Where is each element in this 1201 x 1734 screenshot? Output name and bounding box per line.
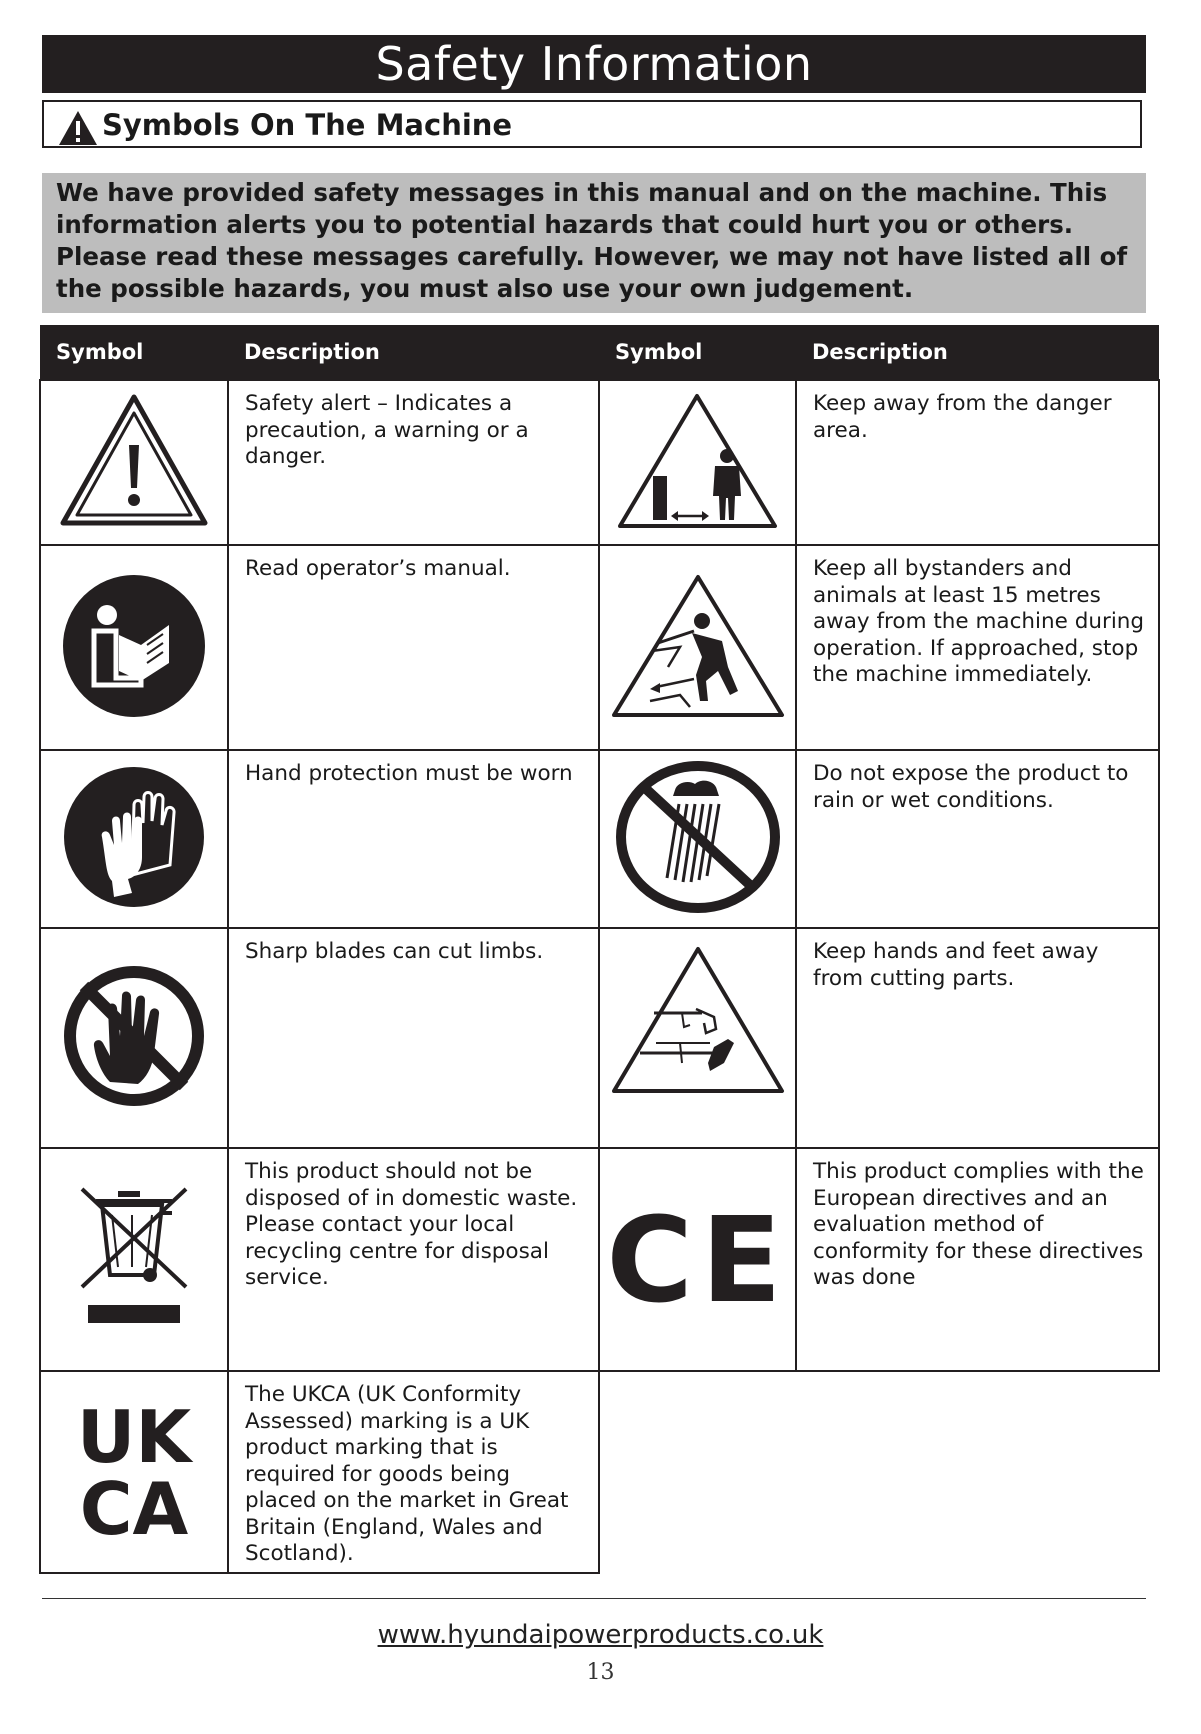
- symbol-description: The UKCA (UK Conformity Assessed) marking is a UK product marking that is required for goods being placed on the market in Great Britain (England, Wales and Scotland).: [228, 1371, 599, 1573]
- read-manual-icon: [61, 573, 207, 719]
- symbol-cell: [40, 1371, 228, 1573]
- symbol-description: Safety alert – Indicates a precaution, a warning or a danger.: [228, 380, 599, 545]
- header-symbol-1: Symbol: [40, 325, 228, 380]
- no-rain-icon: [615, 760, 781, 914]
- header-description-2: Description: [796, 325, 1159, 380]
- header-description-1: Description: [228, 325, 599, 380]
- website-link[interactable]: www.hyundaipowerproducts.co.uk: [377, 1620, 824, 1650]
- symbol-description: Keep hands and feet away from cutting parts.: [796, 928, 1159, 1148]
- intro-text: We have provided safety messages in this manual and on the machine. This information alerts you to potential hazards that could hurt you or others. Please read these messages carefully. However, we may not have listed all of the possible hazards, you must also use your own judgement.: [42, 173, 1146, 313]
- keep-away-danger-area-icon: [615, 388, 780, 533]
- page-title: Safety Information: [42, 35, 1146, 93]
- weee-bin-icon: [74, 1183, 194, 1333]
- ukca-mark-icon: [64, 1395, 204, 1551]
- warning-icon: [58, 110, 98, 146]
- symbol-cell: [40, 928, 228, 1148]
- symbol-cell: [599, 380, 796, 545]
- ce-mark-icon: [605, 1190, 790, 1329]
- symbol-description: Read operator’s manual.: [228, 545, 599, 750]
- symbol-cell: [599, 545, 796, 750]
- ce-mark-text: CE: [605, 1190, 790, 1329]
- header-symbol-2: Symbol: [599, 325, 796, 380]
- ukca-uk-text: UK: [76, 1395, 192, 1479]
- cutting-parts-icon: [610, 943, 786, 1097]
- table-row: [40, 1148, 1159, 1371]
- symbol-cell: [599, 750, 796, 928]
- symbol-cell: [40, 750, 228, 928]
- symbol-cell: [599, 1148, 796, 1371]
- section-heading-text: Symbols On The Machine: [102, 108, 513, 142]
- bystanders-distance-icon: [610, 571, 786, 721]
- symbol-description: Sharp blades can cut limbs.: [228, 928, 599, 1148]
- symbol-description: Do not expose the product to rain or wet conditions.: [796, 750, 1159, 928]
- symbol-cell: [40, 380, 228, 545]
- table-row: [40, 1371, 1159, 1573]
- gloves-icon: [62, 765, 206, 909]
- symbol-description: Keep all bystanders and animals at least 15 metres away from the machine during operation. If approached, stop the machine immediately.: [796, 545, 1159, 750]
- table-header-row: [40, 325, 1159, 380]
- footer-divider: [42, 1598, 1146, 1599]
- symbol-cell: [40, 1148, 228, 1371]
- symbol-description: Hand protection must be worn: [228, 750, 599, 928]
- table-row: [40, 545, 1159, 750]
- symbols-table: [39, 325, 1160, 1574]
- symbol-description: Keep away from the danger area.: [796, 380, 1159, 545]
- no-hand-icon: [62, 964, 206, 1108]
- page-number: 13: [586, 1660, 615, 1685]
- safety-alert-triangle-icon: [59, 393, 209, 528]
- symbol-description: This product should not be disposed of in domestic waste. Please contact your local recycling centre for disposal service.: [228, 1148, 599, 1371]
- table-row: [40, 750, 1159, 928]
- section-heading: [42, 100, 1142, 148]
- ukca-ca-text: CA: [79, 1467, 189, 1551]
- symbol-description: This product complies with the European directives and an evaluation method of conformity for these directives was done: [796, 1148, 1159, 1371]
- symbol-cell: [40, 545, 228, 750]
- table-row: [40, 380, 1159, 545]
- table-row: [40, 928, 1159, 1148]
- symbol-cell: [599, 928, 796, 1148]
